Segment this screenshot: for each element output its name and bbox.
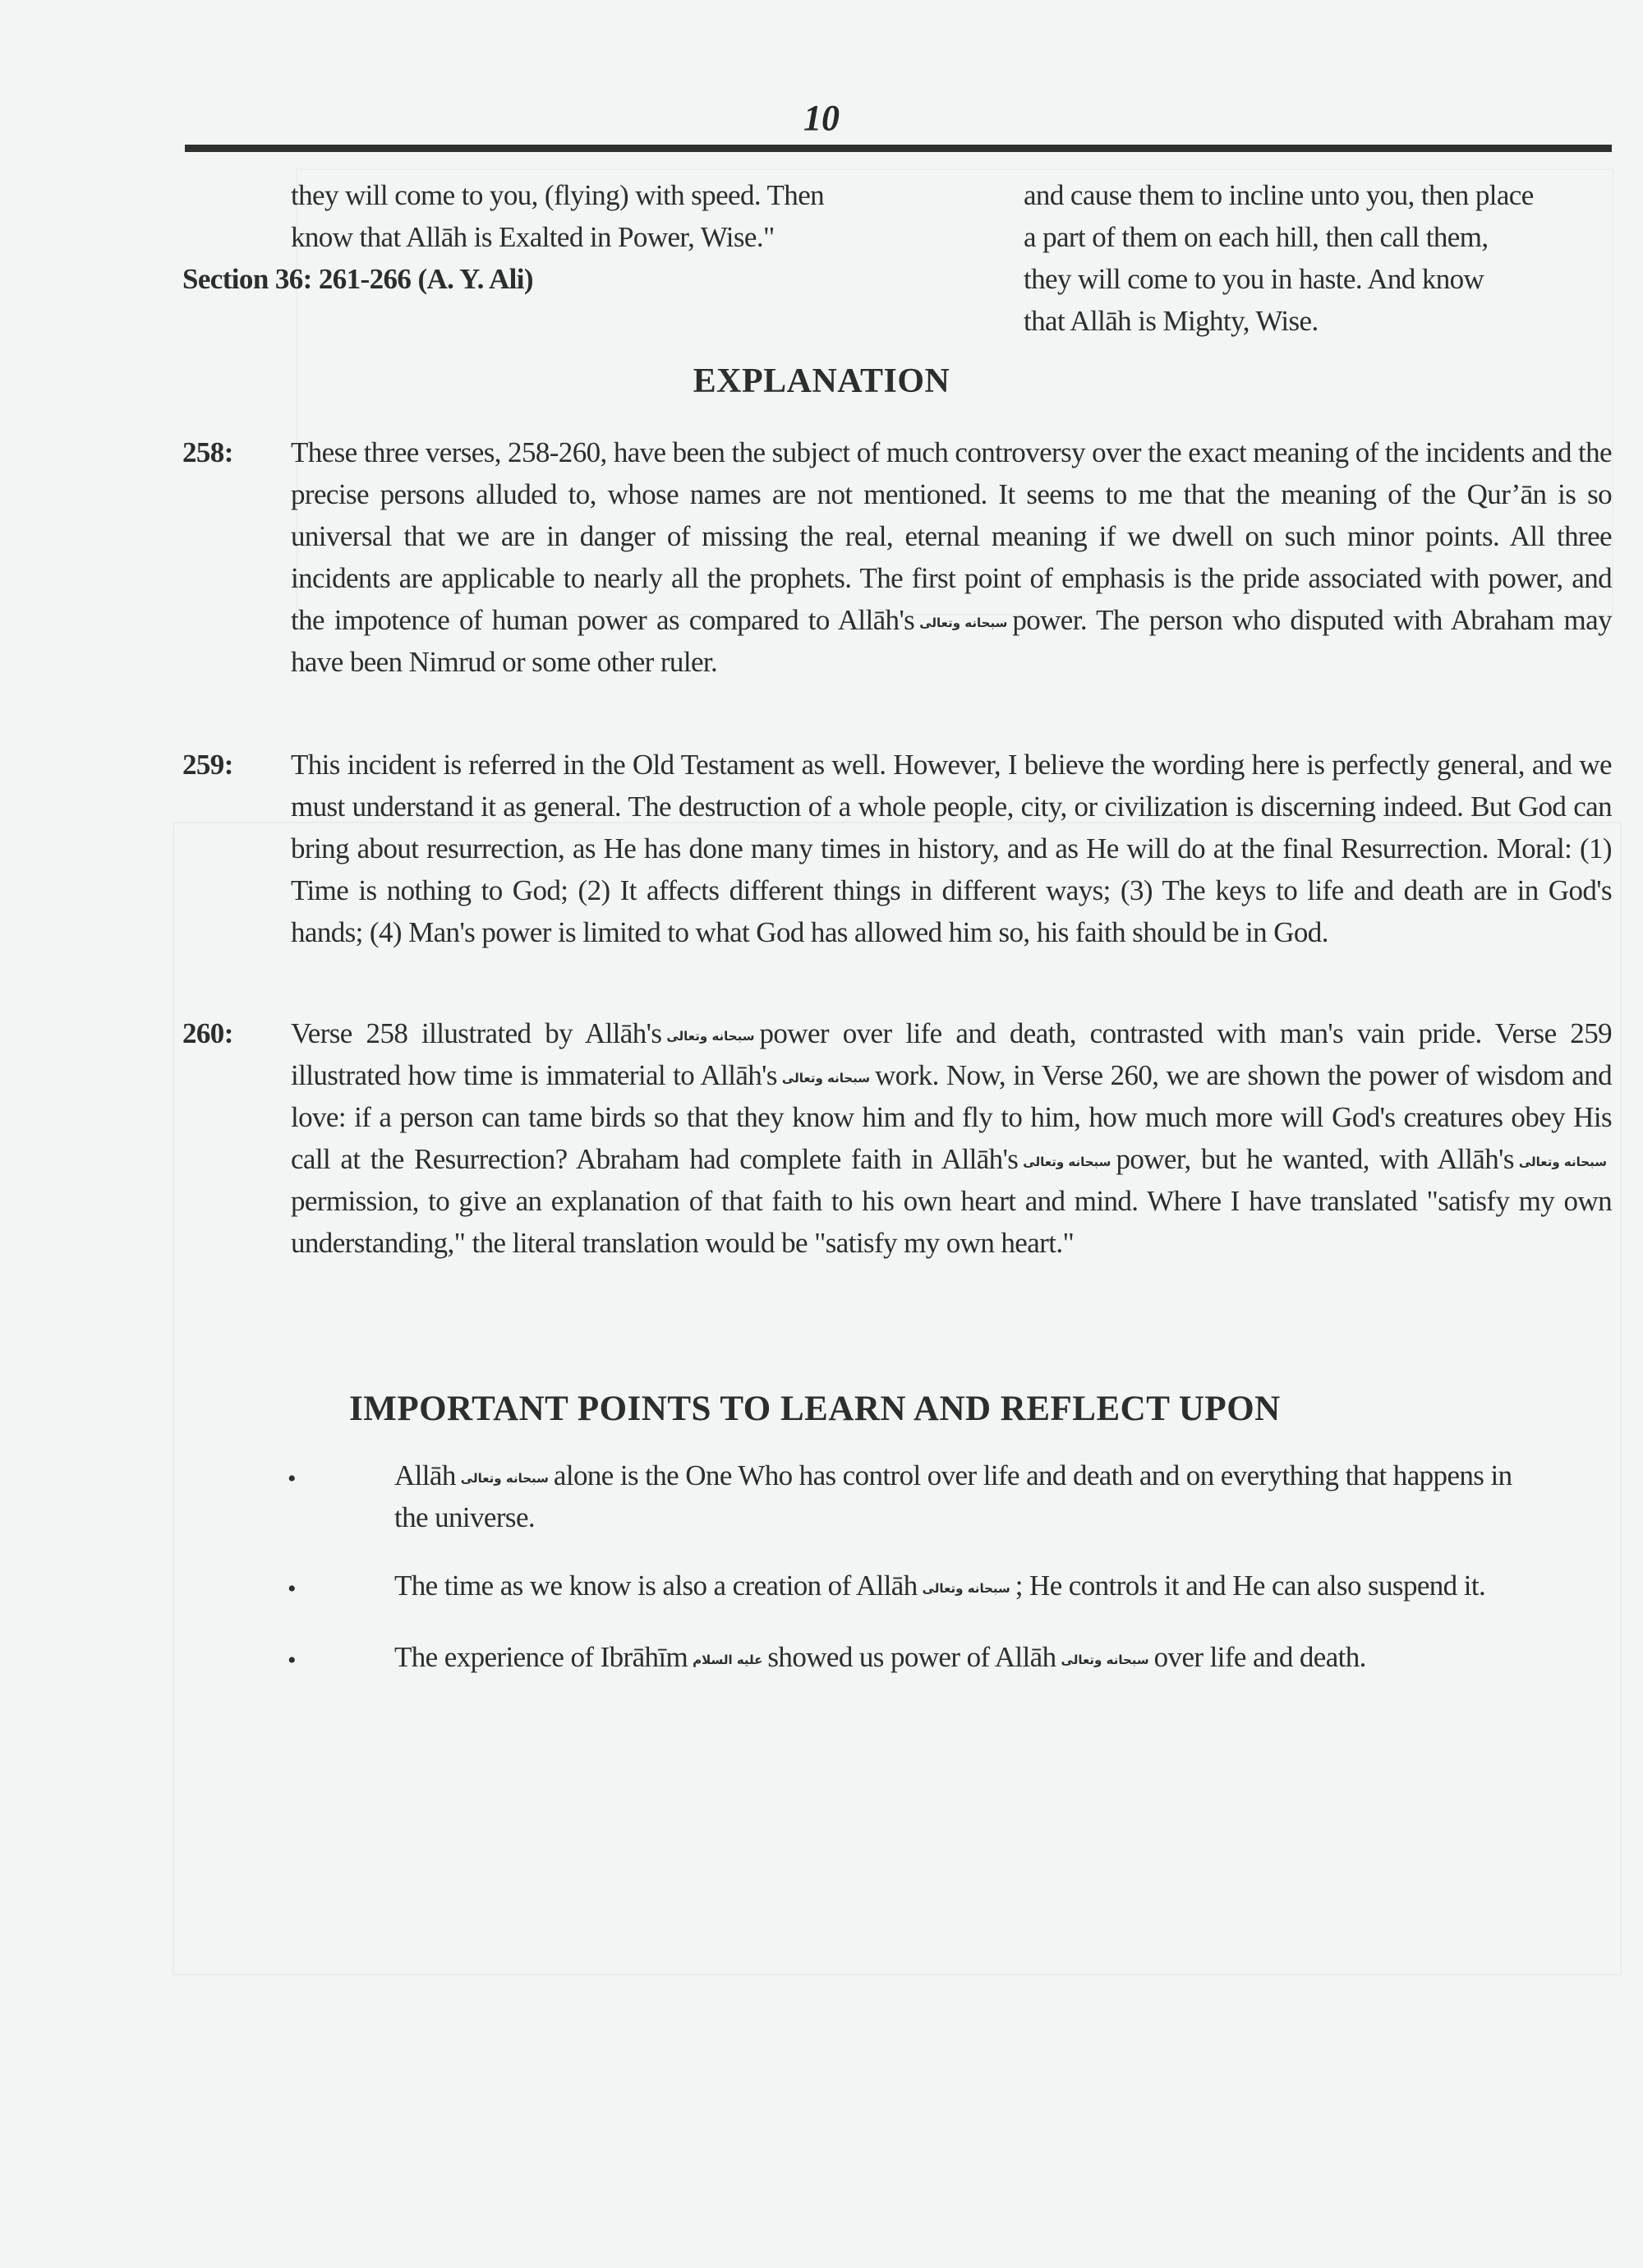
honorific-glyph-icon: سبحانه وتعالى	[922, 1580, 1010, 1596]
text-line: they will come to you, (flying) with speed. Then	[291, 179, 825, 211]
honorific-glyph-icon: سبحانه وتعالى	[919, 615, 1008, 630]
entry-text-part: permission, to give an explanation of that faith to his own heart and mind. Where I have translated "satisfy my own understanding," the literal translation would be "satisfy my own heart."	[291, 1185, 1612, 1259]
left-column-continuation	[182, 174, 905, 300]
entry-text-part: power. The person who disputed with Abraham may have been Nimrud or some other ruler.	[291, 604, 1612, 678]
entry-text-part: These three verses, 258-260, have been the subject of much controversy over the exact meaning of the incidents and the precise persons alluded to, whose names are not mentioned. It seems to me that the meaning of the Qur’ān is so universal that we are in danger of missing the real, eternal meaning if we dwell on such minor points. All three incidents are applicable to nearly all the prophets. The first point of emphasis is the pride associated with power, and the impotence of human power as compared to Allāh's	[291, 436, 1612, 636]
list-item	[288, 1565, 1520, 1610]
list-item	[288, 1454, 1520, 1538]
honorific-glyph-icon: سبحانه وتعالى	[1061, 1652, 1149, 1667]
bullet-icon: •	[288, 1465, 296, 1492]
item-text-part: Allāh	[394, 1459, 456, 1491]
entry-text-part: power over life and death, contrasted with man's vain pride. Verse 259 illustrated how time is immaterial to Allāh's	[291, 1017, 1612, 1091]
list-item-text	[394, 1565, 1520, 1610]
text-line: and cause them to incline unto you, then place	[1024, 179, 1534, 211]
verse-number: 260:	[182, 1017, 233, 1049]
item-text-part: over life and death.	[1153, 1641, 1366, 1673]
entry-text-part: work. Now, in Verse 260, we are shown the power of wisdom and love: if a person can tame birds so that they know him and fly to him, how much more will God's creatures obey His call at the Resurrection? Abraham had complete faith in Allāh's	[291, 1059, 1612, 1175]
header-rule	[185, 145, 1612, 152]
honorific-ibrahim-glyph-icon: عليه السلام	[693, 1652, 763, 1667]
honorific-glyph-icon: سبحانه وتعالى	[666, 1028, 755, 1044]
important-points-heading: IMPORTANT POINTS TO LEARN AND REFLECT UPON	[349, 1390, 1281, 1428]
explanation-entry-258	[182, 431, 1612, 683]
entry-text: This incident is referred in the Old Testament as well. However, I believe the wording here is perfectly general, and we must understand it as general. The destruction of a whole people, city, or civilization is discerning indeed. But God can bring about resurrection, as He has done many times in history, and as He will do at the final Resurrection. Moral: (1) Time is nothing to God; (2) It affects different things in different ways; (3) The keys to life and death are in God's hands; (4) Man's power is limited to what God has allowed him so, his faith should be in God.	[291, 749, 1612, 948]
item-text-part: The time as we know is also a creation of Allāh	[394, 1570, 918, 1602]
entry-text-part: Verse 258 illustrated by Allāh's	[291, 1017, 662, 1049]
important-points-list	[288, 1454, 1520, 1708]
verse-number: 258:	[182, 436, 233, 468]
item-text-part: ; He controls it and He can also suspend it.	[1015, 1570, 1486, 1602]
honorific-glyph-icon: سبحانه وتعالى	[1023, 1154, 1111, 1169]
explanation-heading: EXPLANATION	[693, 362, 950, 400]
honorific-glyph-icon: سبحانه وتعالى	[781, 1070, 871, 1086]
honorific-glyph-icon: سبحانه وتعالى	[460, 1470, 549, 1486]
section-reference: Section 36: 261-266 (A. Y. Ali)	[182, 263, 533, 295]
text-line: they will come to you in haste. And know	[1024, 263, 1484, 295]
explanation-entry-260	[182, 1012, 1612, 1264]
entry-text	[291, 431, 1612, 683]
item-text-part: The experience of Ibrāhīm	[394, 1641, 688, 1673]
text-line: know that Allāh is Exalted in Power, Wise."	[291, 221, 775, 253]
entry-text	[291, 1012, 1612, 1264]
list-item	[288, 1636, 1520, 1681]
item-text-part: alone is the One Who has control over life and death and on everything that happens in the universe.	[394, 1459, 1512, 1533]
honorific-glyph-icon: سبحانه وتعالى	[1518, 1154, 1607, 1169]
page-number: 10	[803, 98, 840, 138]
bullet-icon: •	[288, 1575, 296, 1602]
right-column-continuation	[1024, 174, 1615, 342]
text-line: a part of them on each hill, then call them,	[1024, 221, 1489, 253]
explanation-entry-259	[182, 744, 1612, 953]
item-text-part: showed us power of Allāh	[767, 1641, 1056, 1673]
verse-number: 259:	[182, 749, 233, 781]
list-item-text	[394, 1454, 1520, 1538]
list-item-text	[394, 1636, 1520, 1681]
entry-text-part: power, but he wanted, with Allāh's	[1116, 1143, 1514, 1175]
bullet-icon: •	[288, 1647, 296, 1674]
text-line: that Allāh is Mighty, Wise.	[1024, 305, 1319, 337]
